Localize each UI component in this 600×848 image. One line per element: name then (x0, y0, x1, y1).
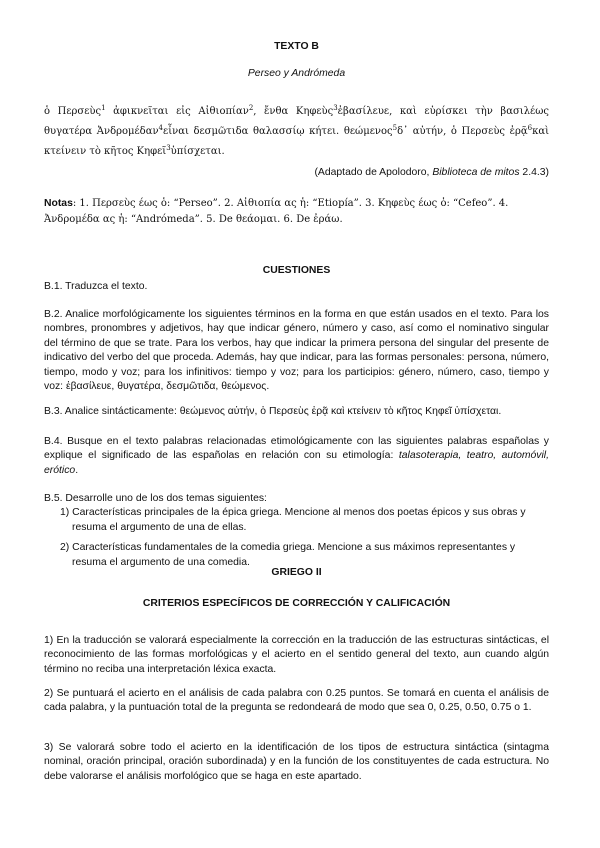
question-b1: B.1. Traduzca el texto. (44, 281, 148, 292)
notes: Notas: 1. Περσεὺς έως ὁ: “Perseo”. 2. Αἰθιοπία ας ἡ: “Etiopía”. 3. Κηφεὺς έως ὁ: “Cefeo”. 4. Ἀνδρομέδα ας ἡ: “Andrómeda”. 5. De θεάομαι. 6. De ἐράω. (44, 198, 509, 225)
texto-title: TEXTO B (274, 41, 319, 52)
source-citation: (Adaptado de Apolodoro, Biblioteca de mitos 2.4.3) (314, 167, 549, 178)
subject-heading: GRIEGO II (271, 567, 322, 578)
greek-text: ὁ Περσεὺς$^1$ ἀφικνεῖται εἰς Αἰθιοπίαν$^2$, ἔνθα Κηφεὺς$^3$ἐβασίλευε, καὶ εὑρίσκει τὴν βασιλέως θυγατέρα Ἀνδρομέδαν$^4$εἶναι δεσμῶτιδα θαλασσίῳ κήτει. θεώμενος$^5$δ᾽ αὐτήν, ὁ Περσεὺς ἐρᾷ$^6$καὶ κτείνειν τὸ κῆτος Κηφεῖ$^3$ὑπίσχεται. (44, 104, 550, 157)
criterios-title: CRITERIOS ESPECÍFICOS DE CORRECCIÓN Y CALIFICACIÓN (142, 598, 451, 609)
b5-topic: 2) Características fundamentales de la comedia griega. Mencione a sus máximos representantes y resuma el argumento de una comedia. (60, 542, 516, 568)
texto-subtitle: Perseo y Andrómeda (247, 68, 346, 79)
question-b3: B.3. Analice sintácticamente: θεώμενος αὐτήν, ὁ Περσεὺς ἐρᾷ καὶ κτείνειν τὸ κῆτος Κηφεῖ ὑπίσχεται. (44, 406, 502, 417)
cuestiones-title: CUESTIONES (262, 265, 331, 276)
question-b5: B.5. Desarrolle uno de los dos temas siguientes: 1) Características principales de la épica griega. Mencione al menos dos poetas épicos y sus obras y resuma el argumento de una de ellas. 2) Características fundamentales de la comedia griega. Mencione a sus máximos representantes y resuma el argumento de una comedia. (44, 492, 549, 570)
criterio-item: 1) En la traducción se valorará especialmente la corrección en la traducción de las estructuras sintácticas, el reconocimiento de las formas morfológicas y el acierto en el sentido general del texto, aun cuando algún término no reciba una interpretación léxica exacta. (44, 635, 549, 675)
criterio-item: 3) Se valorará sobre todo el acierto en la identificación de los tipos de estructura sintáctica (sintagma nominal, oración principal, oración subordinada) y en la función de los constituyentes de cada estructura. No debe valorarse el análisis morfológico que se haga en este apartado. (44, 742, 549, 782)
question-b2: B.2. Analice morfológicamente los siguientes términos en la forma en que están usados en el texto. Para los nombres, pronombres y adjetivos, hay que indicar género, número y caso, así como el nominativo singular del término de que se trate. Para los verbos, hay que indicar la primera persona del singular del presente de indicativo del verbo del que proceda. Además, hay que indicar, para las formas personales: persona, número, tiempo, modo y voz; para los infinitivos: tiempo y voz; para los participios: género, número, caso, tiempo y voz: ἐβασίλευε, θυγατέρα, δεσμῶτιδα, θεώμενος. (44, 309, 549, 393)
b5-topic-list (44, 506, 549, 570)
criterio-item: 2) Se puntuará el acierto en el análisis de cada palabra con 0.25 puntos. Se tomará en cuenta el análisis de cada palabra, y la puntuación total de la pregunta se redondeará de modo que sea 0, 0.25, 0.50, 0.75 o 1. (44, 688, 549, 714)
question-b4: B.4. Busque en el texto palabras relacionadas etimológicamente con las siguientes palabras españolas y explique el significado de las españolas en relación con su etimología: talasoterapia, teatro, automóvil, erótico. (44, 436, 549, 476)
b5-topic: 1) Características principales de la épica griega. Mencione al menos dos poetas épicos y sus obras y resuma el argumento de una de ellas. (60, 507, 526, 533)
